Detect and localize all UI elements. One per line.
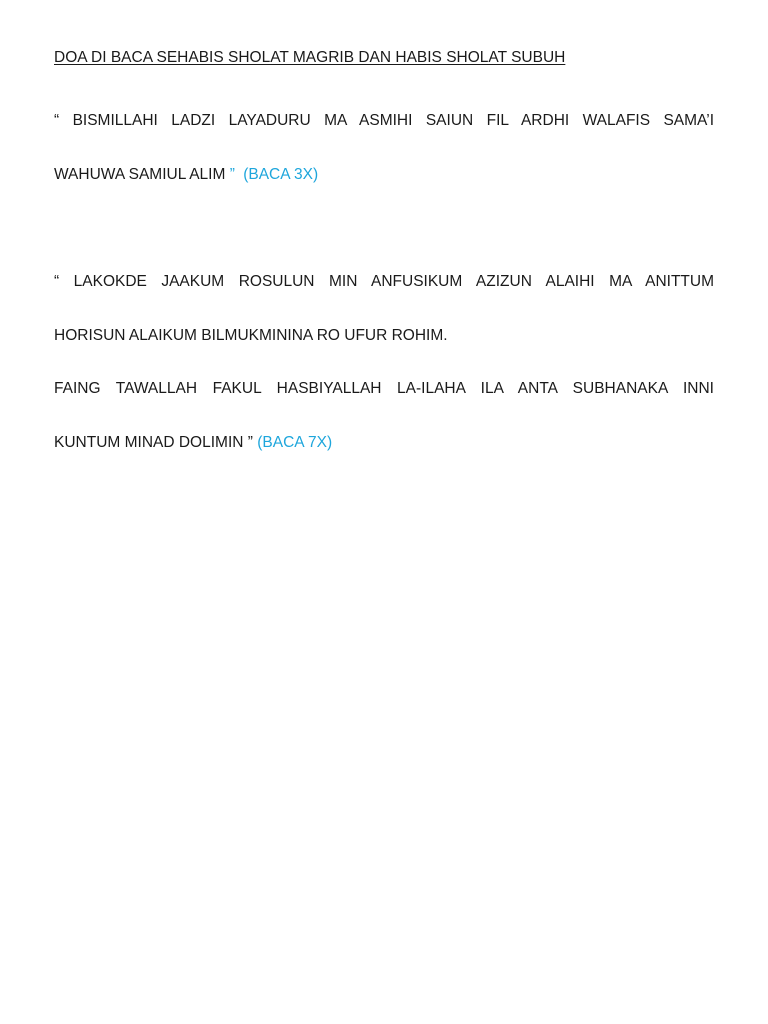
document-title: DOA DI BACA SEHABIS SHOLAT MAGRIB DAN HABIS SHOLAT SUBUH <box>54 49 566 66</box>
prayer-2-line-3: FAING TAWALLAH FAKUL HASBIYALLAH LA-ILAHA ILA ANTA SUBHANAKA INNI <box>54 380 714 397</box>
prayer-1-closing-quote: ” <box>229 166 235 183</box>
prayer-2-repeat-note: (BACA 7X) <box>257 434 333 451</box>
prayer-1-line-2 <box>54 165 714 185</box>
prayer-1-repeat-note: (BACA 3X) <box>243 166 319 183</box>
prayer-2-line-4 <box>54 433 714 453</box>
prayer-1-line-1: “ BISMILLAHI LADZI LAYADURU MA ASMIHI SAIUN FIL ARDHI WALAFIS SAMA’I <box>54 112 714 129</box>
prayer-2-line-2: HORISUN ALAIKUM BILMUKMININA RO UFUR ROHIM. <box>54 327 448 344</box>
prayer-1-line-2-text: WAHUWA SAMIUL ALIM <box>54 166 226 183</box>
prayer-2-line-4-text: KUNTUM MINAD DOLIMIN ” <box>54 434 253 451</box>
prayer-2-line-1: “ LAKOKDE JAAKUM ROSULUN MIN ANFUSIKUM AZIZUN ALAIHI MA ANITTUM <box>54 273 714 290</box>
